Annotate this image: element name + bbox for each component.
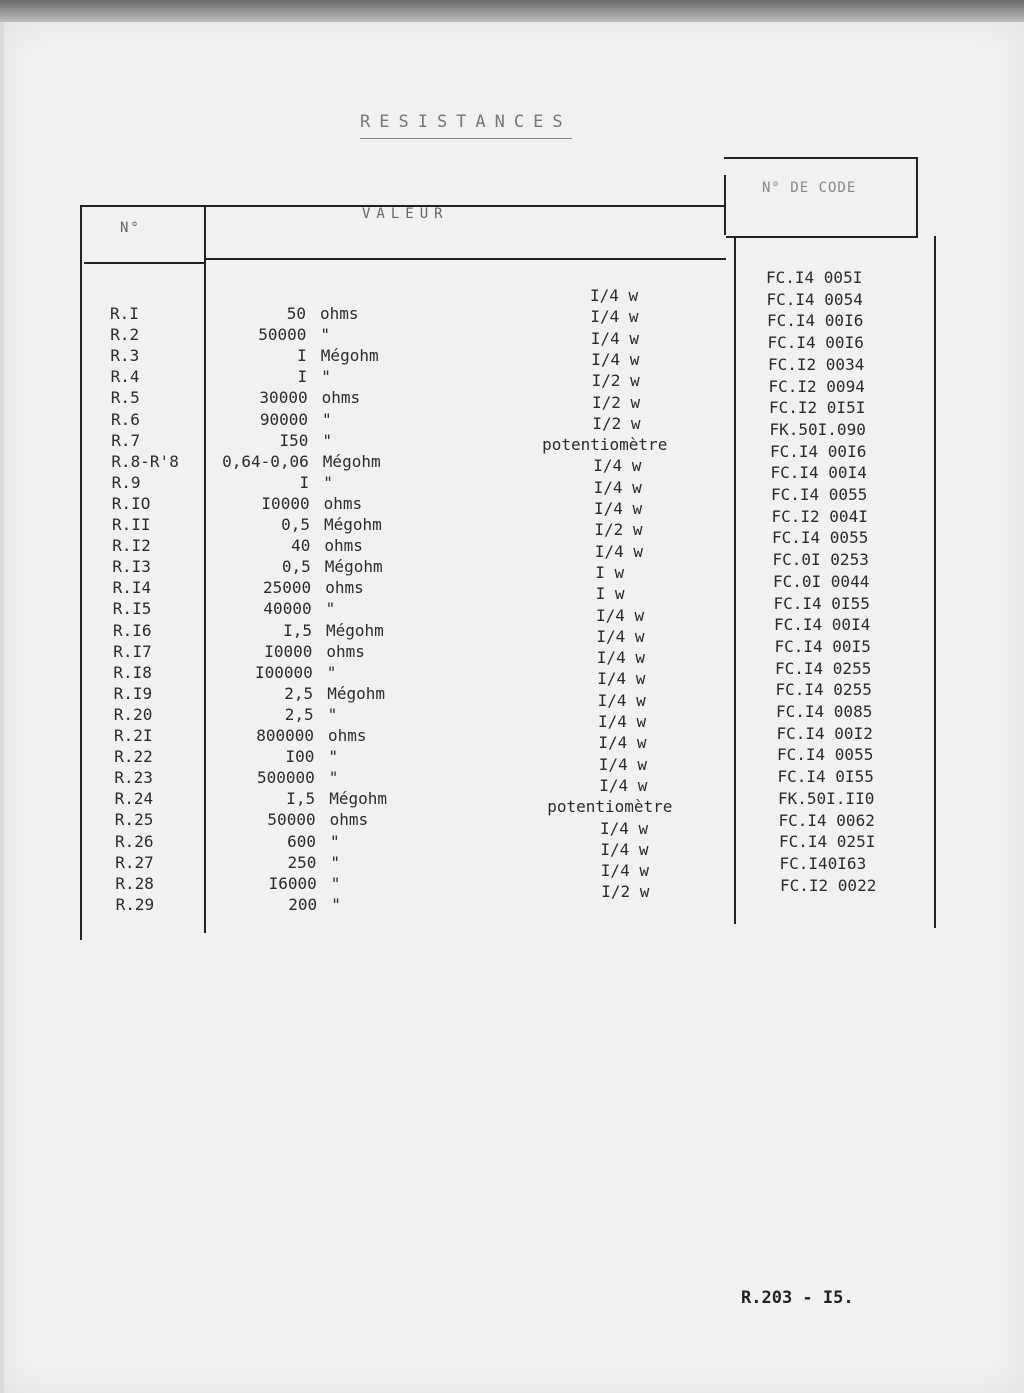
page-edge-shadow [0,0,1024,22]
row-power: I/4 w [600,839,649,859]
row-value: I50 [279,430,309,450]
row-number: R.28 [115,873,154,893]
row-code: FC.I2 0034 [768,354,865,374]
row-code: FC.I4 0055 [772,528,869,548]
row-code: FC.I4 005I [766,268,863,287]
row-power: I/4 w [597,669,646,689]
row-unit: ohms [321,388,361,408]
row-code: FC.I4 0054 [766,289,863,309]
row-number: R.5 [110,388,140,408]
row-power: I/2 w [591,371,640,391]
row-number: R.I5 [112,599,152,619]
row-code: FC.I4 0255 [775,658,872,678]
row-value: 250 [287,852,317,872]
row-code: FC.I4 0I55 [773,593,870,613]
row-power: I/4 w [598,754,647,774]
row-value: 0,5 [281,515,310,534]
col-divider-2 [724,175,726,235]
row-unit: " [328,768,339,788]
row-value: I [297,367,308,387]
row-value: I6000 [268,873,317,893]
header-rule-right [726,236,918,238]
row-code: FC.I40I63 [779,853,867,873]
row-number: R.I4 [112,578,152,598]
row-unit: ohms [329,810,369,830]
col-right-border [916,157,918,237]
row-unit: Mégohm [326,620,384,640]
row-unit: " [323,472,333,492]
row-number: R.I7 [113,641,152,661]
row-unit: " [320,325,331,345]
row-value: 500000 [257,768,315,788]
table-top-rule-right [724,157,918,159]
row-number: R.I8 [113,662,152,682]
row-unit: Mégohm [324,515,382,534]
row-power: I/2 w [592,392,641,412]
row-code: FC.I4 00I6 [767,311,864,331]
row-code: FC.I2 004I [771,506,868,526]
row-power: I/2 w [594,520,643,540]
row-code: FC.0I 0253 [772,550,869,570]
row-power: I/4 w [598,712,647,731]
row-value: 200 [288,894,318,914]
row-number: R.20 [113,704,153,724]
row-unit: ohms [323,493,363,513]
row-power: potentiomètre [542,435,668,455]
row-number: R.9 [111,472,141,492]
row-number: R.25 [114,810,154,830]
row-power: I/4 w [600,818,649,838]
row-power: I/4 w [596,626,645,646]
row-unit: " [331,894,341,914]
row-power: potentiomètre [547,797,673,817]
row-unit: " [330,831,340,851]
row-code: FC.I4 0055 [771,485,868,504]
row-number: R.3 [110,346,140,366]
row-number: R.I6 [113,620,152,640]
row-unit: " [327,704,338,724]
row-code: FC.I4 025I [779,832,876,852]
row-unit: ohms [325,578,364,598]
row-number: R.I9 [113,683,153,703]
row-unit: " [326,662,337,682]
header-valeur: VALEUR [362,206,449,222]
row-unit: ohms [326,641,365,661]
row-value: 2,5 [284,683,314,703]
row-unit: Mégohm [322,451,381,471]
header-rule-mid [206,258,726,260]
row-unit: ohms [328,726,367,745]
row-number: R.7 [111,430,141,450]
row-value: 40 [291,536,311,556]
row-power: I/2 w [592,413,641,433]
row-value: 2,5 [284,704,314,724]
row-code: FC.I4 0085 [776,702,873,721]
row-number: R.8-R'8 [111,451,179,471]
row-number: R.26 [115,831,154,851]
row-code: FC.I4 0062 [778,810,875,830]
page-reference: R.203 - I5. [741,1288,854,1308]
row-number: R.23 [114,768,153,788]
row-number: R.22 [114,747,153,767]
row-power: I/4 w [593,477,642,497]
row-value: I,5 [286,789,316,809]
row-power: I/4 w [593,456,642,476]
row-value: 50 [286,304,306,323]
row-code: FC.I4 00I2 [776,723,873,743]
row-value: I00000 [255,662,313,682]
row-unit: " [322,409,332,429]
row-number: R.I3 [112,557,151,577]
row-unit: " [328,747,339,767]
row-unit: Mégohm [329,789,387,809]
row-value: I00 [285,747,315,767]
row-power: I/2 w [601,882,650,902]
row-power: I w [595,562,625,582]
row-power: I/4 w [598,733,647,753]
header-code: N° DE CODE [762,180,857,196]
row-value: I0000 [261,493,310,513]
row-code: FC.I4 00I6 [767,333,864,353]
row-power: I/4 w [591,349,640,369]
row-value: 25000 [263,578,312,598]
row-number: R.6 [111,409,140,429]
row-value: 0,64-0,06 [222,451,309,471]
row-number: R.2 [110,325,140,345]
row-value: 50000 [267,810,316,830]
page-title: RESISTANCES [360,112,572,139]
row-value: 50000 [258,325,307,345]
row-value: 600 [287,831,316,851]
row-code: FC.I4 00I5 [774,636,871,656]
row-value: I,5 [283,620,312,640]
row-code: FC.I2 0I5I [769,398,866,418]
row-unit: Mégohm [324,557,383,577]
row-power: I/4 w [590,328,639,348]
row-unit: Mégohm [320,346,379,366]
row-unit: " [330,873,341,893]
row-power: I/4 w [596,605,645,625]
row-code: FK.50I.II0 [778,788,875,808]
row-number: R.24 [114,789,154,809]
row-power: I/4 w [594,541,643,561]
row-value: I0000 [264,641,313,661]
row-value: I [299,472,310,492]
col-left-border [80,205,82,940]
row-unit: ohms [320,304,359,323]
row-code: FC.I4 00I4 [770,463,867,483]
row-number: R.4 [110,367,140,387]
row-code: FC.I4 0055 [777,745,874,765]
row-unit: Mégohm [327,683,385,703]
row-power: I/4 w [600,861,649,881]
row-power: I/4 w [594,499,643,518]
row-value: I [297,346,307,366]
row-code: FK.50I.090 [769,419,866,439]
row-power: I/4 w [596,648,645,668]
row-unit: " [321,367,331,387]
row-power: I w [595,584,625,604]
row-power: I/4 w [590,286,639,305]
col-right-border-lower [934,236,936,928]
row-unit: " [325,599,336,619]
row-number: R.IO [111,493,151,513]
row-number: R.29 [115,894,155,914]
header-rule [84,262,206,264]
row-power: I/4 w [590,307,639,327]
row-code: FC.I2 0094 [768,376,865,396]
col-divider-3 [734,238,736,924]
row-unit: ohms [324,536,363,556]
row-power: I/4 w [599,775,648,795]
row-code: FC.0I 0044 [773,571,870,591]
row-number: R.27 [115,852,154,872]
row-code: FC.I2 0022 [780,875,877,895]
row-power: I/4 w [597,690,646,710]
row-number: R.I [110,304,139,323]
row-number: R.I2 [112,536,151,556]
row-unit: " [322,430,333,450]
row-code: FC.I4 00I4 [774,615,871,635]
row-value: 90000 [259,409,308,429]
row-unit: " [330,852,341,872]
header-no: N° [120,220,141,236]
row-code: FC.I4 0I55 [777,767,874,787]
row-value: 800000 [256,726,314,745]
row-number: R.II [112,515,151,534]
row-number: R.2I [114,726,153,745]
row-value: 40000 [263,599,312,619]
row-value: 30000 [259,388,308,408]
row-value: 0,5 [281,557,311,577]
row-code: FC.I4 00I6 [770,441,867,461]
row-code: FC.I4 0255 [775,680,872,700]
